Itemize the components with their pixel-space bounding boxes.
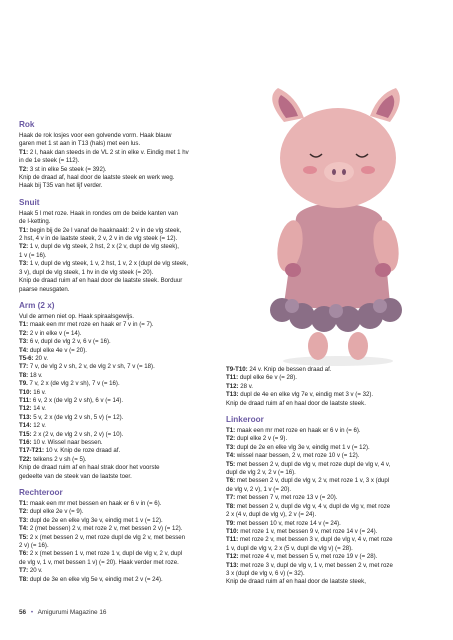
line-text: Knip de draad ruim af en haal door de laatste steek. <box>226 399 366 407</box>
line-text: Knip de draad af, haal door de laatste steek en werk weg. <box>19 174 175 182</box>
line-text: 2 l, haak dan steeds in de VL 2 st in elke v. Eindig met 1 hv <box>28 148 189 156</box>
round-label: T3: <box>226 443 236 451</box>
round-label: T3: <box>19 516 29 524</box>
round-label: T4: <box>226 452 236 460</box>
line-text: 10 v. Knip de roze draad af. <box>44 447 121 455</box>
pattern-line <box>19 380 219 388</box>
line-text: 20 v. <box>33 354 49 362</box>
line-text: 6 v, dupl de vlg 2 v, 6 v (= 16). <box>28 338 111 346</box>
line-text: dupl de 2e en elke vlg 3e v, eindig met 1 v (= 12). <box>235 443 370 451</box>
line-text: met roze 3 v, dupl de vlg v, 1 v, met bessen 2 v, met roze <box>238 561 393 569</box>
pattern-line <box>19 157 219 165</box>
round-label: T9. <box>19 380 28 388</box>
line-text: 16 v. <box>31 388 46 396</box>
pattern-line <box>19 243 219 251</box>
pattern-line <box>226 435 434 443</box>
round-label: T7: <box>226 494 236 502</box>
line-text: 1 v, dupl de vlg steek, 2 hst, 2 x (2 v, dupl de vlg steek), <box>28 243 179 251</box>
round-label: T12: <box>226 382 239 390</box>
pattern-line <box>19 447 219 455</box>
line-text: Knip de draad ruim af en haal door de laatste steek. Borduur <box>19 277 183 285</box>
round-label: T5-6: <box>19 354 34 362</box>
line-text: de vlg v, 2 v), 1 v (= 20). <box>226 485 292 493</box>
line-text: dupl de 3e en elke vlg 5e v, eindig met 2 v (= 24). <box>28 575 163 583</box>
pattern-line <box>226 452 434 460</box>
line-text: dupl elke 2e v (= 9). <box>28 508 84 516</box>
round-label: T13: <box>19 413 32 421</box>
round-label: T4: <box>19 346 29 354</box>
left-column <box>19 120 219 584</box>
round-label: T2: <box>226 435 236 443</box>
line-text: 2 x (met bessen 2 v, met roze dupl de vlg 2 v, met bessen <box>28 533 186 541</box>
line-text: Vul de armen niet op. Haak spiraalsgewijs. <box>19 312 134 320</box>
pattern-line <box>19 534 219 542</box>
line-text: Haak de rok losjes voor een golvende vorm. Haak blauw <box>19 132 172 139</box>
pattern-line <box>19 227 219 235</box>
pattern-line <box>226 427 434 435</box>
round-label: T11: <box>19 396 32 404</box>
line-text: 1 v (= 16). <box>19 251 47 259</box>
pattern-line <box>226 494 434 502</box>
round-label: T12: <box>19 405 32 413</box>
pattern-line <box>19 389 219 397</box>
amigurumi-pig-photo <box>218 78 453 368</box>
line-text: 1 v, dupl de vlg v, 2 x (5 v, dupl de vlg v) (= 28). <box>226 544 353 552</box>
line-text: 28 v. <box>238 382 253 390</box>
line-text: 3 st in elke 5e steek (= 392). <box>28 165 107 173</box>
line-text: 2 x (2 v, de vlg 2 v sh, 2 v) (= 10). <box>31 430 124 438</box>
pattern-line <box>19 140 219 148</box>
round-label: T1: <box>226 427 236 435</box>
pattern-line <box>19 473 219 481</box>
pattern-line <box>19 456 219 464</box>
right-sections <box>226 415 434 587</box>
line-text: dupl elke 4e v (= 20). <box>28 346 87 354</box>
line-text: dupl de 4e en elke vlg 7e v, eindig met 3 v (= 32). <box>238 391 374 399</box>
line-text: met bessen 2 v, dupl de vlg v, met roze dupl de vlg v, 4 v, <box>235 460 391 468</box>
line-text: 2 (met bessen) 2 v, met roze 2 v, met bessen 2 v) (= 12). <box>28 525 183 533</box>
pattern-line <box>19 525 219 533</box>
line-text: Haak 5 l met roze. Haak in rondes om de beide kanten van <box>19 209 178 217</box>
round-label: T17-T21: <box>19 447 45 455</box>
pattern-line <box>226 503 434 511</box>
round-label: T5: <box>226 460 236 468</box>
pattern-line <box>19 542 219 550</box>
line-text: 5 v, 2 x (de vlg 2 v sh, 5 v) (= 12). <box>31 413 124 421</box>
pattern-line <box>19 355 219 363</box>
pattern-line <box>226 391 434 399</box>
pattern-line <box>19 550 219 558</box>
line-text: 24 v. Knip de bessen draad af. <box>247 366 332 373</box>
pattern-line <box>19 182 219 190</box>
pattern-line <box>226 444 434 452</box>
line-text: 7 v, 2 x (de vlg 2 v sh), 7 v (= 16). <box>27 380 120 388</box>
pattern-line <box>19 321 219 329</box>
pattern-line <box>19 347 219 355</box>
line-text: gedeelte van de steek van de laatste toer. <box>19 472 132 480</box>
pattern-line <box>19 132 219 140</box>
line-text: 2 x (met bessen 1 v, met roze 1 v, dupl de vlg v, 2 v, dupl <box>28 550 183 558</box>
line-text: met bessen 2 v, dupl de vlg v, 2 v, met roze 1 v, 3 x (dupl <box>235 477 390 485</box>
pattern-line <box>19 269 219 277</box>
line-text: met bessen 2 v, dupl de vlg v, 4 v, dupl de vlg v, met roze <box>235 502 391 510</box>
pattern-line <box>19 166 219 174</box>
round-label: T2: <box>19 243 29 251</box>
pattern-line <box>226 553 434 561</box>
line-text: maak een mr met bessen en haak er 6 v in (= 6). <box>28 500 162 508</box>
round-label: T6: <box>226 477 236 485</box>
round-label: T9-T10: <box>226 366 248 373</box>
line-text: 2 x (4 v, dupl de vlg v), 2 v (= 24). <box>226 511 317 519</box>
round-label: T1: <box>19 500 29 508</box>
round-label: T2: <box>19 165 29 173</box>
pattern-line <box>19 414 219 422</box>
line-text: dupl elke 6e v (= 28). <box>238 374 297 382</box>
pattern-line <box>19 210 219 218</box>
page-number: 56 <box>19 609 27 616</box>
round-label: T16: <box>19 439 32 446</box>
pattern-line <box>19 397 219 405</box>
section-title: Rechteroor <box>19 488 63 498</box>
round-label: T12: <box>226 553 239 561</box>
line-text: 3 x (dupl de vlg v, 6 v) (= 32). <box>226 569 305 577</box>
pattern-line <box>19 422 219 430</box>
round-label: T3: <box>19 338 29 346</box>
line-text: 6 v, 2 x (de vlg 2 v sh), 6 v (= 14). <box>31 396 124 404</box>
line-text: 1 v, dupl de vlg steek, 1 v, 2 hst, 1 v, 2 x (dupl de vlg steek, <box>28 260 189 268</box>
line-text: 20 v. <box>28 567 43 575</box>
pattern-line <box>226 469 434 477</box>
footer-separator: • <box>30 609 34 616</box>
pattern-line <box>226 383 434 391</box>
round-label: T7: <box>19 363 29 371</box>
line-text: paarse neusgaten. <box>19 285 70 293</box>
round-label: T6: <box>19 550 29 558</box>
pattern-line <box>226 374 434 382</box>
pattern-line <box>19 439 219 447</box>
pattern-line <box>19 260 219 268</box>
line-text: maak een mr met roze en haak er 7 v in (= 7). <box>28 321 154 329</box>
section-title: Rok <box>19 120 35 129</box>
line-text: met roze 1 v, met bessen 9 v, met roze 14 v (= 24). <box>238 527 378 535</box>
line-text: de l-ketting. <box>19 218 51 226</box>
line-text: Knip de draad ruim af en haal door de laatste steek, <box>226 578 366 586</box>
pattern-line <box>19 235 219 243</box>
pattern-line <box>19 372 219 380</box>
round-label: T11: <box>226 374 239 382</box>
pattern-line <box>19 149 219 157</box>
line-text: garen met 1 st aan in T13 (hals) met een lus. <box>19 140 141 148</box>
pattern-line <box>19 330 219 338</box>
round-label: T1: <box>19 148 29 156</box>
pattern-line <box>19 464 219 472</box>
line-text: met roze 4 v, met bessen 5 v, met roze 19 v (= 28). <box>238 553 378 561</box>
line-text: met roze 2 v, met bessen 3 v, dupl de vlg v, 4 v, met roze <box>238 536 393 544</box>
pattern-line <box>226 528 434 536</box>
line-text: dupl elke 2 v (= 9). <box>235 435 288 443</box>
line-text: wissel naar bessen, 2 v, met roze 10 v (= 12). <box>235 452 360 460</box>
line-text: begin bij de 2e l vanaf de haaknaald: 2 v in de vlg steek, <box>28 226 182 234</box>
round-label: T1: <box>19 321 29 329</box>
pattern-line <box>19 338 219 346</box>
line-text: in de 1e steek (= 112). <box>19 157 80 165</box>
line-text: Haak bij T35 van het lijf verder. <box>19 182 103 190</box>
round-label: T10: <box>226 527 239 535</box>
pattern-line <box>226 477 434 485</box>
line-text: 2 hst, 4 v in de laatste steek, 2 v, 2 v in de vlg steek (= 12). <box>19 235 178 243</box>
pattern-line <box>226 578 434 586</box>
line-text: 2 v in elke v (= 14). <box>28 329 82 337</box>
pattern-line <box>19 313 219 321</box>
pattern-line <box>19 174 219 182</box>
line-text: 14 v. <box>31 405 46 413</box>
pattern-line <box>226 536 434 544</box>
line-text: dupl de 2e en elke vlg 3e v, eindig met 1 v (= 12). <box>28 516 163 524</box>
round-label: T22: <box>19 455 32 463</box>
line-text: 2 v) (= 16). <box>19 542 49 550</box>
pattern-line <box>19 559 219 567</box>
round-label: T11: <box>226 536 239 544</box>
pattern-line <box>226 461 434 469</box>
pattern-line <box>19 431 219 439</box>
round-label: T1: <box>19 226 29 234</box>
round-label: T8: <box>226 502 236 510</box>
pattern-line <box>19 576 219 584</box>
line-text: maak een mr met roze en haak er 6 v in (= 6). <box>235 427 361 435</box>
pattern-line <box>226 366 434 374</box>
pattern-line <box>226 511 434 519</box>
section-title: Snuit <box>19 197 40 207</box>
pattern-line <box>19 517 219 525</box>
round-label: T2: <box>19 329 29 337</box>
round-label: T9: <box>226 519 236 527</box>
line-text: 12 v. <box>31 422 46 430</box>
pattern-line <box>19 252 219 260</box>
line-text: met bessen 7 v, met roze 13 v (= 20). <box>235 494 338 502</box>
round-label: T8: <box>19 371 29 379</box>
line-text: dupl de vlg 2 v, 2 v (= 16). <box>226 469 296 477</box>
round-label: T10: <box>19 388 32 396</box>
pattern-line <box>226 520 434 528</box>
pattern-line <box>19 508 219 516</box>
line-text: de vlg v, 1 v, met bessen 1 v) (= 20). Haak verder met roze. <box>19 558 179 566</box>
right-top-block <box>226 366 434 408</box>
publication-name: Amigurumi Magazine 16 <box>37 609 107 616</box>
page-footer <box>19 609 107 616</box>
line-text: 10 v. Wissel naar bessen. <box>31 439 103 446</box>
round-label: T3: <box>19 260 29 268</box>
round-label: T5: <box>19 533 29 541</box>
pattern-line <box>19 286 219 294</box>
pattern-line <box>226 545 434 553</box>
round-label: T14: <box>19 422 32 430</box>
pattern-line <box>226 562 434 570</box>
round-label: T4: <box>19 525 29 533</box>
pattern-line <box>19 500 219 508</box>
right-column <box>226 366 434 587</box>
line-text: 18 v. <box>28 371 43 379</box>
round-label: T2: <box>19 508 29 516</box>
pattern-line <box>226 570 434 578</box>
section-title: Linkeroor <box>226 415 264 425</box>
round-label: T13: <box>226 561 239 569</box>
pattern-line <box>19 567 219 575</box>
line-text: met bessen 10 v, met roze 14 v (= 24). <box>235 519 341 527</box>
round-label: T7: <box>19 567 29 575</box>
section-title: Arm (2 x) <box>19 300 55 310</box>
pattern-line <box>19 218 219 226</box>
round-label: T8: <box>19 575 29 583</box>
round-label: T13: <box>226 391 239 399</box>
pattern-line <box>19 277 219 285</box>
pattern-line <box>226 486 434 494</box>
line-text: 7 v, de vlg 2 v sh, 2 v, de vlg 2 v sh, 7 v (= 18). <box>28 363 155 371</box>
round-label: T15: <box>19 430 32 438</box>
line-text: 3 v), dupl de vlg steek, 1 hv in de vlg steek (= 20). <box>19 268 154 276</box>
line-text: telkens 2 v sh (= 5). <box>31 455 87 463</box>
pattern-line <box>19 363 219 371</box>
pattern-line <box>226 400 434 408</box>
line-text: Knip de draad ruim af en haal strak door het voorste <box>19 464 160 472</box>
pattern-line <box>19 405 219 413</box>
